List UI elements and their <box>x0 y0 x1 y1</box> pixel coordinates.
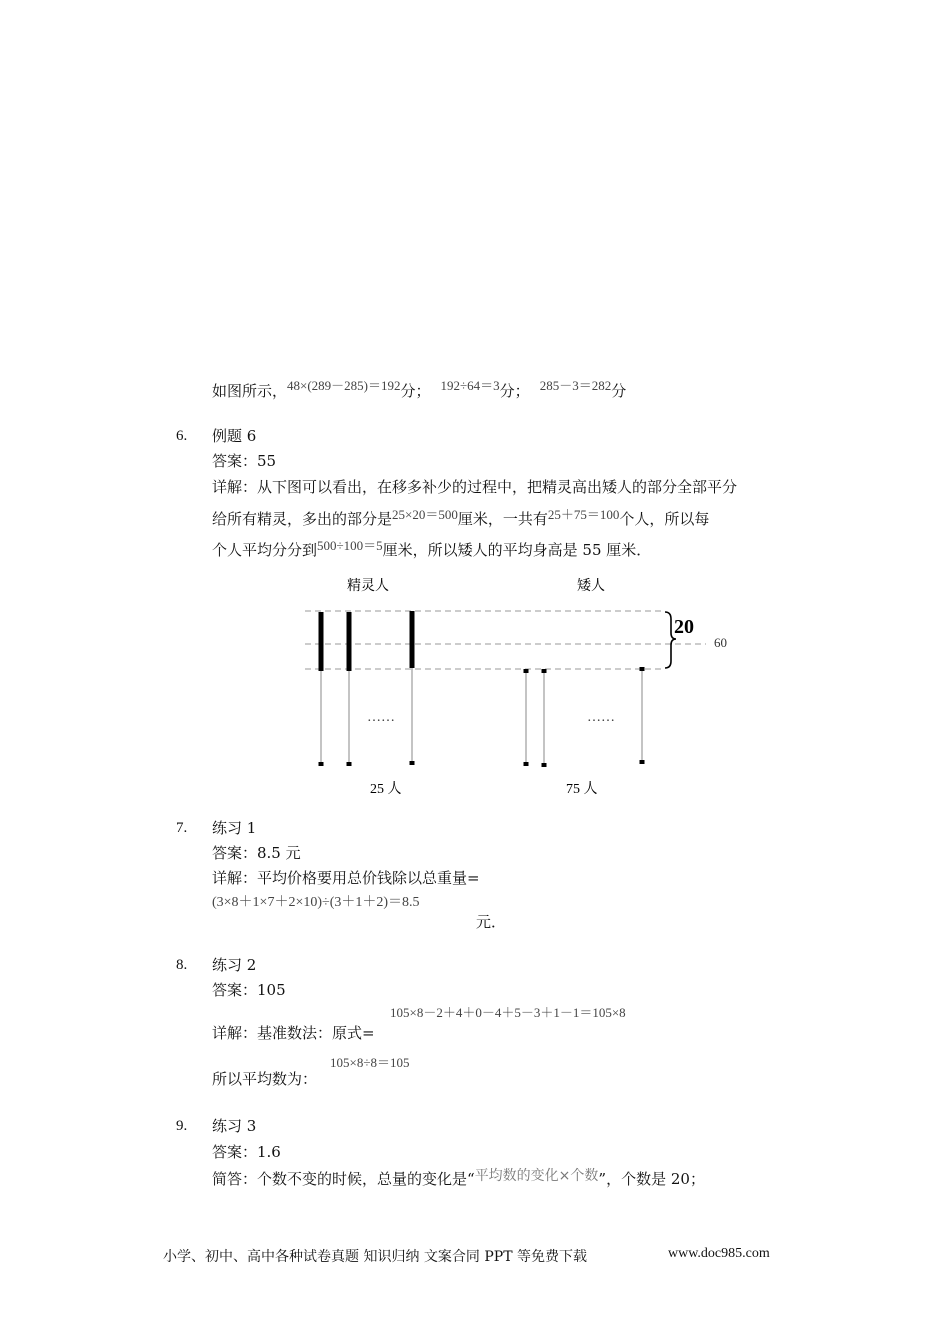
dwarf-bar-2-top <box>542 669 547 673</box>
q6-line2-eq1: 25×20＝500 <box>392 507 458 522</box>
q6-line2-a: 给所有精灵，多出的部分是 <box>212 510 393 528</box>
ellipsis-right: …… <box>587 710 615 725</box>
intro-unit1: 分； <box>400 382 431 400</box>
elf-count: 25 人 <box>370 782 402 797</box>
elf-bar-1-foot <box>319 762 324 766</box>
intro-unit2: 分； <box>499 382 530 400</box>
q6-line3-a: 个人平均分分到 <box>212 541 318 559</box>
ref-label: 60 <box>714 635 727 650</box>
q6-line3-b: 厘米，所以矮人的平均身高是 55 厘米． <box>382 541 652 559</box>
q9-title: 练习 3 <box>212 1117 257 1135</box>
elf-label: 精灵人 <box>347 578 389 594</box>
dwarf-bar-1-foot <box>524 762 529 766</box>
dwarf-label: 矮人 <box>577 578 605 594</box>
dwarf-bar-3-top <box>640 667 645 671</box>
intro-prefix: 如图所示， <box>212 382 288 400</box>
q8-eq1: 105×8－2＋4＋0－4＋5－3＋1－1＝105×8 <box>390 1005 626 1020</box>
q7-line1: 详解：平均价格要用总价钱除以总重量= <box>212 869 480 887</box>
q7-answer: 答案：8.5 元 <box>212 844 301 862</box>
q8-line1: 详解：基准数法：原式= <box>212 1024 375 1042</box>
q9-line1-a: 简答：个数不变的时候，总量的变化是 <box>212 1170 468 1188</box>
intro-eq2: 192÷64＝3 <box>440 378 500 393</box>
q7-eq: (3×8＋1×7＋2×10)÷(3＋1＋2)＝8.5 <box>212 895 420 910</box>
q9-quote-close: ” <box>598 1170 607 1188</box>
q8-eq2: 105×8÷8＝105 <box>330 1055 410 1070</box>
dwarf-bar-1-top <box>524 669 529 673</box>
elf-bar-3-foot <box>410 761 415 765</box>
q6-number: 6. <box>176 428 188 444</box>
q6-line1: 详解：从下图可以看出，在移多补少的过程中，把精灵高出矮人的部分全部平分 <box>212 478 738 496</box>
elf-bar-2-foot <box>347 762 352 766</box>
q9-quote-open: “ <box>467 1170 475 1188</box>
q6-line2-eq2: 25＋75＝100 <box>547 507 620 522</box>
q6-line2-b: 厘米，一共有 <box>457 510 548 528</box>
q8-title: 练习 2 <box>212 956 257 974</box>
q7-title: 练习 1 <box>212 819 257 837</box>
q9-quote: 平均数的变化×个数 <box>474 1168 599 1184</box>
dwarf-bar-3-foot <box>640 760 645 764</box>
q6-answer: 答案：55 <box>212 452 277 470</box>
dwarf-count: 75 人 <box>566 782 598 797</box>
q9-line1 <box>212 1169 705 1190</box>
q6-title: 例题 6 <box>212 427 257 445</box>
q6-line2-c: 个人，所以每 <box>619 510 710 528</box>
intro-eq1: 48×(289－285)＝192 <box>287 378 401 393</box>
footer-text: 小学、初中、高中各种试卷真题 知识归纳 文案合同 PPT 等免费下载 <box>163 1249 587 1265</box>
ellipsis-left: …… <box>367 710 395 725</box>
q8-line2: 所以平均数为： <box>212 1070 318 1088</box>
q8-answer: 答案：105 <box>212 981 286 999</box>
diff-label: 20 <box>674 616 694 638</box>
q9-number: 9. <box>176 1118 188 1134</box>
dwarf-bar-2-foot <box>542 763 547 767</box>
q7-number: 7. <box>176 820 188 836</box>
q9-line1-b: ，个数是 20； <box>606 1170 705 1188</box>
q7-unit: 元． <box>476 913 507 931</box>
q9-answer: 答案：1.6 <box>212 1143 281 1161</box>
q6-line3-eq: 500÷100＝5 <box>317 538 383 553</box>
intro-eq3: 285－3＝282 <box>539 378 612 393</box>
footer-url[interactable]: www.doc985.com <box>668 1246 770 1261</box>
q8-number: 8. <box>176 957 188 973</box>
intro-unit3: 分 <box>611 382 627 400</box>
